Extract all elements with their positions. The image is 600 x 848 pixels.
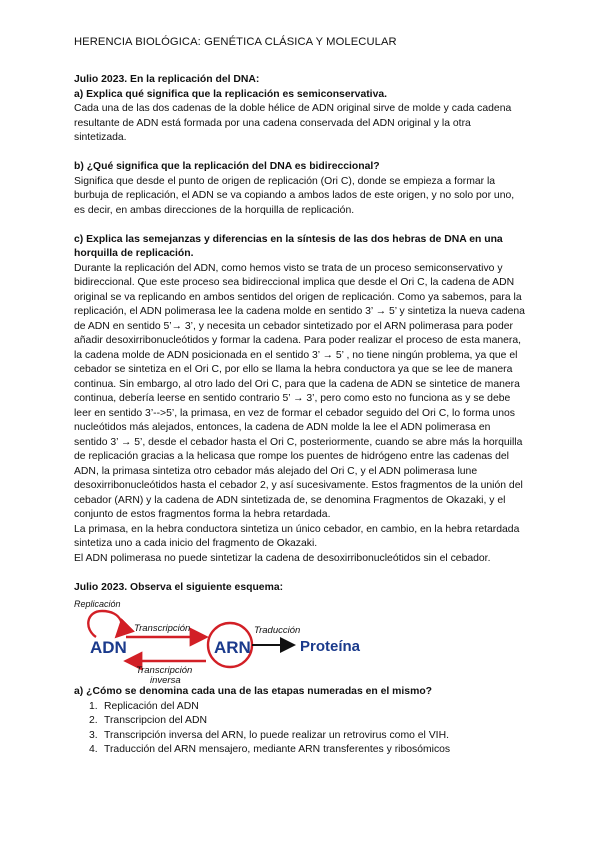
stages-list — [74, 700, 526, 758]
question-c: c) Explica las semejanzas y diferencias en la síntesis de las dos hebras de DNA en una horquilla de replicación. — [74, 233, 503, 259]
label-transcripcion: Transcripción — [134, 623, 191, 634]
list-item: 1. Replicación del ADN — [89, 700, 199, 712]
replication-loop-arrow — [88, 611, 122, 637]
list-item: 4. Traducción del ARN mensajero, mediante ARN transferentes y ribosómicos — [89, 744, 451, 755]
answer-c-paragraph-1: Durante la replicación del ADN, como hemos visto se trata de un proceso semiconservativo y bidireccional. Que este proceso sea bidireccional implica que desde el Ori C, la cadena de ADN original se va replicando en ambos sentidos del origen de replicación. Como ya sabemos, para la replicación, el ADN polimerasa lee la cadena molde en sentido 3’ → 5’ y sintetiza la nueva cadena de ADN en sentido 5’→ 3’, y necesita un cebador sintetizado por el ARN polimerasa para poder añadir desoxirribonucleótidos y formar la cadena. Para poder realizar el proceso de esta manera, la cadena molde de ADN posicionada en el sentido 3’ → 5’ , no tiene ningún problema, ya que el cebador se sintetiza en el Ori C, por ello se llama la hebra conductora ya que se lee de manera continua. Sin embargo, al otro lado del Ori C, para que la cadena de ADN se sintetice de manera continua, debería leerse en sentido contrario 5’ → 3’, pero como esto no funciona as y se debe leer en sentido 3’-->5’, la primasa, en vez de formar el cebador seguido del Ori C, lo forma unos nucleótidos más alejados, entonces, la cadena de ADN molde la lee el ADN polimerasa en sentido 3’ → 5’, desde el cebador hasta el Ori C, posteriormente, cuando se abre más la horquilla de replicación gracias a la helicasa que rompe los puentes de hidrógeno entre las cadenas del ADN, la primasa sintetiza otro cebador más alejado del Ori C, y el ADN polimerasa lune desoxirribonucleótidos hasta el cebador 2, y así sucesivamente. Estos fragmentos de la unión del cebador (ARN) y la cadena de ADN sintetizada de, se denomina Fragmentos de Okazaki, y el conjunto de estos fragmentos forma la hebra retardada. — [74, 262, 525, 520]
answer-c-paragraph-2: La primasa, en la hebra conductora sintetiza un único cebador, en cambio, en la hebra retardada sintetiza uno a cada inicio del fragmento de Okazaki. — [74, 523, 520, 549]
section2-title: Julio 2023. Observa el siguiente esquema: — [74, 581, 284, 593]
question-a: a) Explica qué significa que la replicación es semiconservativa. — [74, 88, 388, 100]
list-item: 2. Transcripcion del ADN — [89, 715, 207, 726]
label-traduccion: Traducción — [254, 625, 301, 636]
answer-c-paragraph-3: El ADN polimerasa no puede sintetizar la cadena de desoxirribonucleótidos sin el cebador. — [74, 552, 491, 564]
section2-question: a) ¿Cómo se denomina cada una de las etapas numeradas en el mismo? — [74, 686, 433, 697]
answer-a: Cada una de las dos cadenas de la doble hélice de ADN original sirve de molde y cada cadena resultante de ADN está formada por una cadena conservada del ADN original y la otra sintetizada. — [74, 103, 512, 143]
central-dogma-svg — [74, 599, 457, 683]
answer-b: Significa que desde el punto de origen de replicación (Ori C), donde se empieza a formar la burbuja de replicación, el ADN se va copiando a ambos lados de este origen, y no solo por uno, es decir, en ambas direcciones de la horquilla de replicación. — [74, 175, 515, 216]
list-item: 3. Transcripción inversa del ARN, lo puede realizar un retrovirus como el VIH. — [89, 729, 449, 741]
label-arn: ARN — [214, 638, 251, 657]
section1-title: Julio 2023. En la replicación del DNA: — [74, 74, 260, 85]
label-replicacion: Replicación — [74, 599, 121, 609]
label-proteina: Proteína — [300, 638, 361, 655]
label-transcripcion-inversa-2: inversa — [150, 675, 181, 683]
document-body — [74, 73, 526, 758]
central-dogma-diagram — [74, 599, 457, 683]
question-b: b) ¿Qué significa que la replicación del DNA es bidireccional? — [74, 161, 380, 172]
label-adn: ADN — [90, 638, 127, 657]
label-transcripcion-inversa-1: Transcripción — [136, 665, 193, 676]
page-header: HERENCIA BIOLÓGICA: GENÉTICA CLÁSICA Y MOLECULAR — [74, 36, 397, 48]
